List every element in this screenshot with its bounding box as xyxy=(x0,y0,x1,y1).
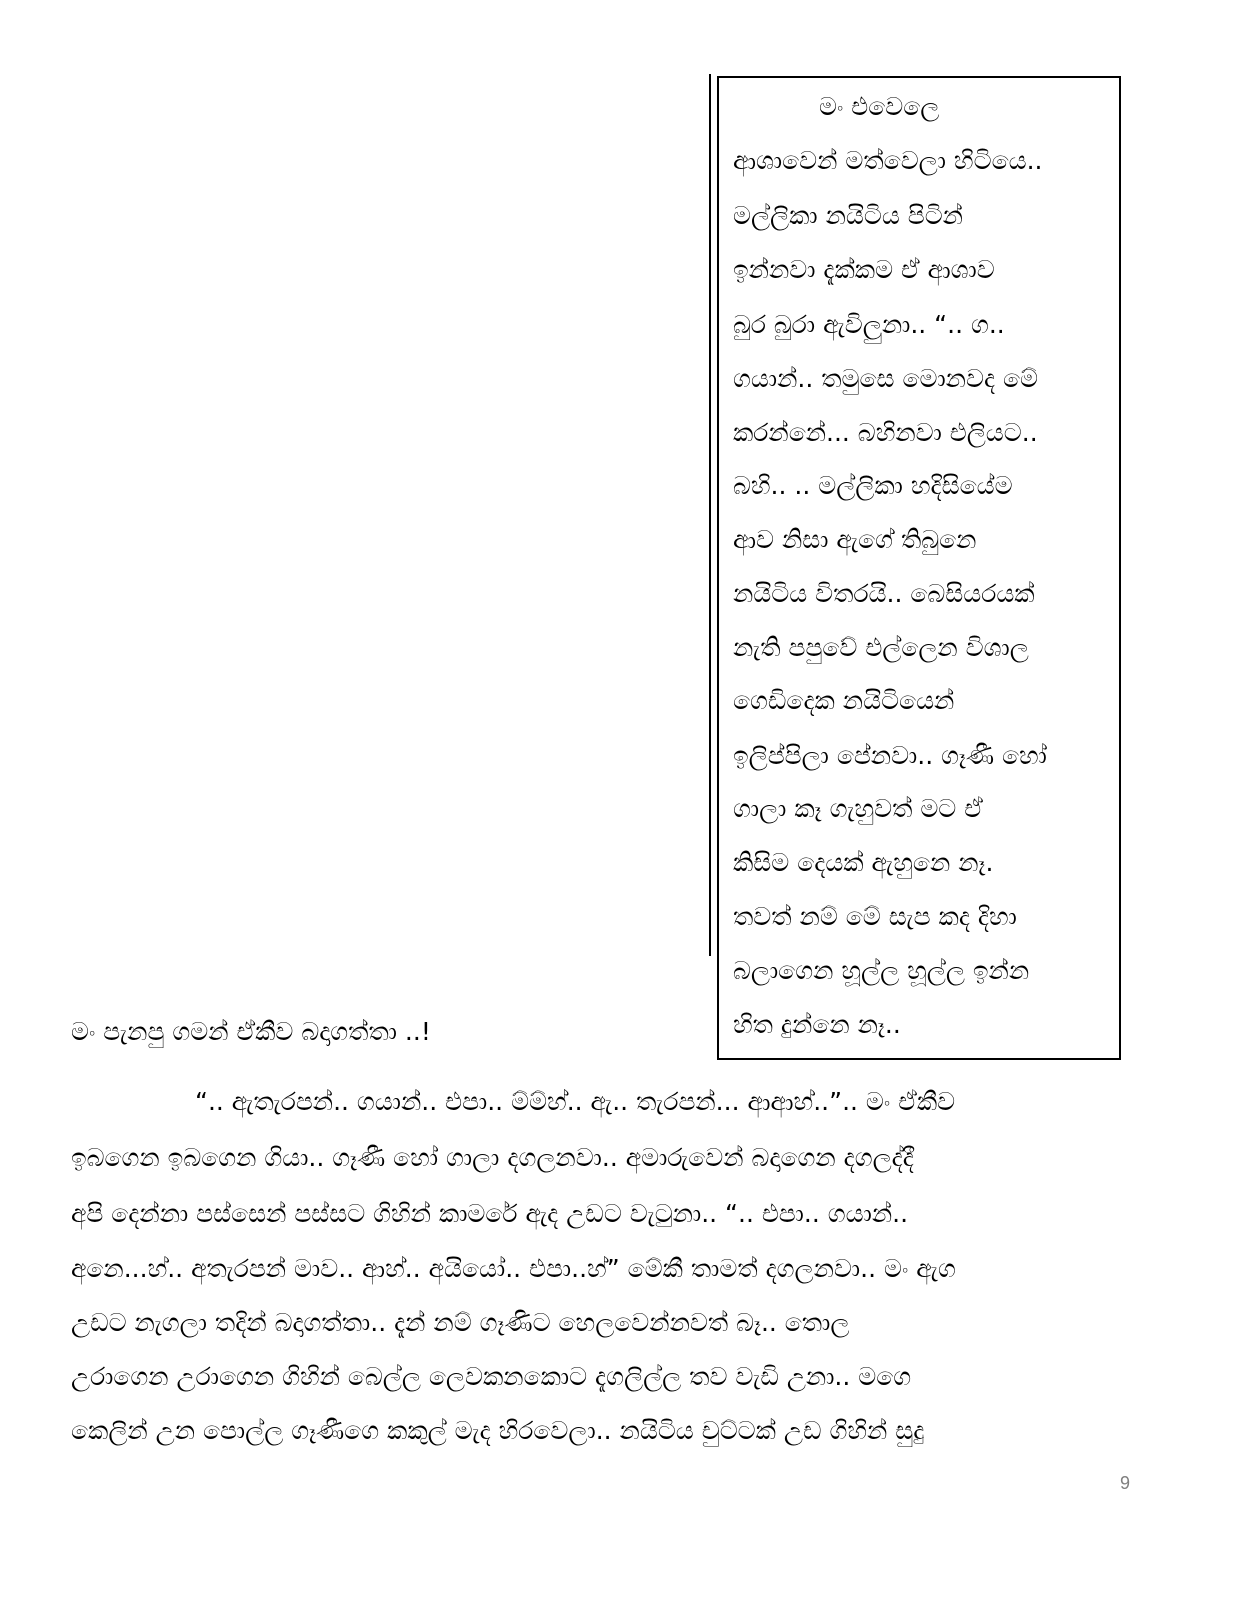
sidebar-line: හිත දුන්නෙ නෑ.. xyxy=(733,1010,901,1039)
body-line: “.. ඇතැරපන්.. ගයාන්.. එපා.. ම්ම්හ්.. ඇ.. තැරපන්... ආආහ්..”.. මං ඒකීව xyxy=(195,1087,956,1116)
body-line: උඩට නැගලා තදින් බදාගත්තා.. දැන් නම් ගෑණිට හෙලවෙන්නවත් බෑ.. තොල xyxy=(71,1308,850,1337)
sidebar-line: ගයාන්.. තමුසෙ මොනවද මේ xyxy=(733,364,1038,393)
sidebar-line: ගාලා කෑ ගැහුවත් මට ඒ xyxy=(733,794,983,823)
sidebar-line: තවත් නම් මේ සැප කද දිහා xyxy=(733,902,1017,931)
vertical-rule xyxy=(709,74,711,956)
sidebar-line: ඉන්නවා දැක්කම ඒ ආශාව xyxy=(733,255,995,284)
sidebar-line: ගෙඩිදෙක නයිටියෙන් xyxy=(733,686,955,715)
sidebar-line: බහි.. .. මල්ලිකා හදිසියේම xyxy=(733,471,1013,500)
sidebar-line: කිසිම දෙයක් ඇහුනෙ නෑ. xyxy=(733,848,994,877)
sidebar-text-box xyxy=(717,76,1121,1060)
sidebar-line: මං එවෙලෙ xyxy=(819,92,940,121)
sidebar-line: ආශාවෙන් මත්වෙලා හිටියෙ.. xyxy=(733,146,1043,175)
body-line: කෙලින් උන පොල්ල ගෑණීගෙ කකුල් මැද හිරවෙලා.. නයිටිය චුට්ටක් උඩ ගිහින් සුදු xyxy=(71,1416,925,1445)
body-line: උරාගෙන උරාගෙන ගිහින් බෙල්ල ලෙවකනකොට දැගලිල්ල තව වැඩි උනා.. මගෙ xyxy=(71,1362,912,1391)
sidebar-line: ආව නිසා ඇගේ තිබුනෙ xyxy=(733,525,977,554)
body-line: අපි දෙන්නා පස්සෙන් පස්සට ගිහින් කාමරේ ඇද උඩට වැටුනා.. “.. එපා.. ගයාන්.. xyxy=(71,1199,909,1228)
sidebar-line: ඉලිප්පිලා පේනවා.. ගෑණී හෝ xyxy=(733,741,1047,770)
sidebar-line: නයිටිය විතරයි.. බෙසියරයක් xyxy=(733,579,1035,608)
sidebar-line: බලාගෙන හූල්ල හූල්ල ඉන්න xyxy=(733,956,1030,985)
body-line: ඉබගෙන ඉබගෙන ගියා.. ගෑණී හෝ ගාලා දගලනවා.. අමාරුවෙන් බදාගෙන දගලද්දී xyxy=(71,1143,914,1172)
sidebar-line: නැති පපුවේ එල්ලෙන විශාල xyxy=(733,633,1029,662)
body-line: අනෙ...හ්.. අතැරපන් මාව.. ආහ්.. අයියෝ.. එපා..හ්” මේකී තාමත් දගලනවා.. මං ඇග xyxy=(71,1254,956,1283)
page-number: 9 xyxy=(1120,1473,1131,1493)
sidebar-line: කරන්නේ... බහිනවා එලියට.. xyxy=(733,418,1038,447)
body-line: මං පැනපු ගමන් ඒකීව බදාගත්තා ..! xyxy=(71,1017,431,1046)
sidebar-line: බුර බුරා ඇවිලුනා.. “.. ග.. xyxy=(733,310,1005,339)
sidebar-line: මල්ලිකා නයිටිය පිටින් xyxy=(733,201,963,230)
